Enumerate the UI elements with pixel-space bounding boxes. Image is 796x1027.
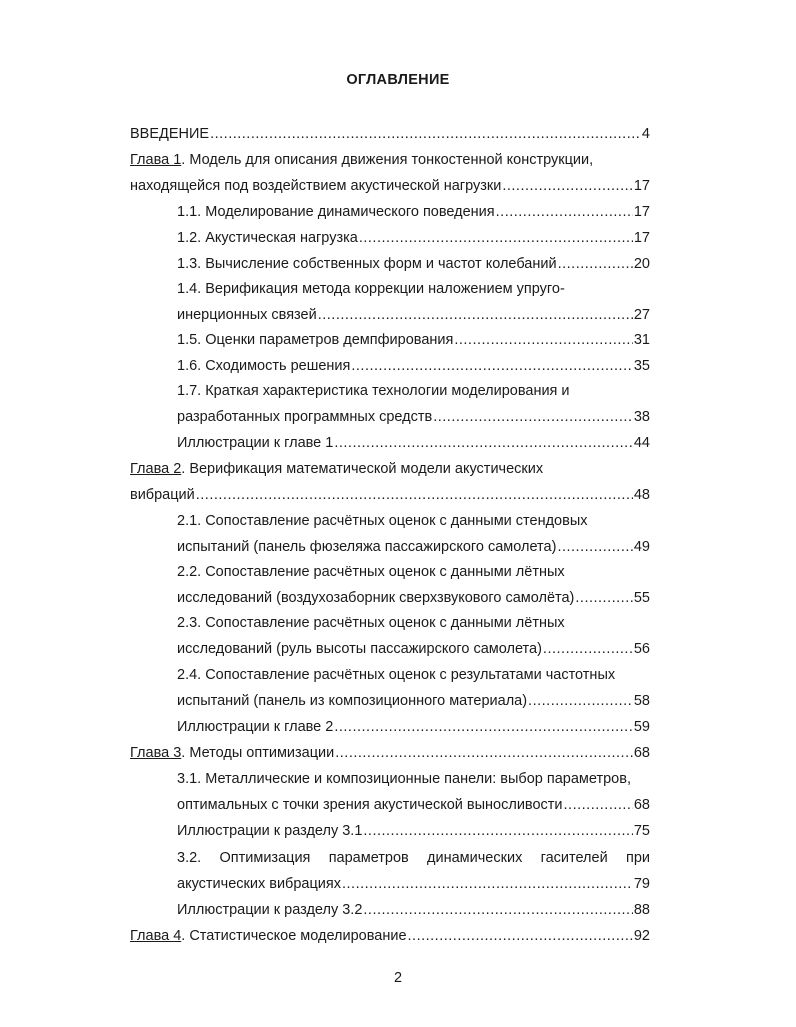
leader-dots — [210, 124, 641, 144]
leader-dots — [433, 407, 633, 427]
toc-page-number: 79 — [633, 876, 650, 892]
toc-page-number: 44 — [633, 435, 650, 451]
toc-entry-text: инерционных связей — [177, 307, 317, 323]
chapter-title: . Модель для описания движения тонкостенной конструкции, — [181, 152, 594, 168]
leader-dots — [334, 433, 633, 453]
leader-dots — [196, 485, 633, 505]
toc-chapter-4[interactable] — [130, 926, 650, 946]
toc-section-1-1[interactable] — [177, 202, 650, 222]
toc-page-number: 17 — [633, 178, 650, 194]
leader-dots — [557, 537, 632, 557]
leader-dots — [454, 330, 633, 350]
toc-page-number: 17 — [633, 204, 650, 220]
toc-section-2-1-line1[interactable] — [177, 511, 650, 531]
toc-entry-text: ВВЕДЕНИЕ — [130, 126, 210, 142]
chapter-title-cont: вибраций — [130, 487, 195, 503]
toc-entry-text: 3.1. Металлические и композиционные панели: выбор параметров, — [177, 771, 631, 787]
page-title: ОГЛАВЛЕНИЕ — [346, 72, 450, 88]
toc-page-number: 4 — [641, 126, 650, 142]
toc-entry-text: 1.4. Верификация метода коррекции наложением упруго- — [177, 281, 565, 297]
toc-entry-text: 1.6. Сходимость решения — [177, 358, 351, 374]
toc-section-2-4-line1[interactable] — [177, 665, 650, 685]
leader-dots — [318, 305, 633, 325]
toc-page-number: 55 — [633, 590, 650, 606]
toc-page-number: 20 — [633, 256, 650, 272]
toc-entry-text: Иллюстрации к главе 1 — [177, 435, 334, 451]
chapter-label: Глава 3 — [130, 745, 182, 761]
toc-page-number: 17 — [633, 230, 650, 246]
toc-entry-text: оптимальных с точки зрения акустической выносливости — [177, 797, 563, 813]
leader-dots — [335, 743, 633, 763]
chapter-label: Глава 1 — [130, 152, 182, 168]
toc-page-number: 68 — [633, 797, 650, 813]
leader-dots — [543, 639, 633, 659]
chapter-title: . Статистическое моделирование — [181, 928, 407, 944]
toc-page-number: 31 — [633, 332, 650, 348]
page-number: 2 — [393, 970, 403, 986]
toc-section-3-1-line2[interactable] — [177, 795, 650, 815]
toc-entry-text: исследований (руль высоты пассажирского самолета) — [177, 641, 542, 657]
toc-chapter-1-line1[interactable] — [130, 150, 650, 170]
leader-dots — [363, 821, 632, 841]
leader-dots — [558, 254, 633, 274]
toc-entry-text: 1.3. Вычисление собственных форм и частот колебаний — [177, 256, 557, 272]
toc-page-number: 38 — [633, 409, 650, 425]
toc-section-3-2-line2[interactable] — [177, 874, 650, 894]
toc-section-1-2[interactable] — [177, 228, 650, 248]
toc-page-number: 48 — [633, 487, 650, 503]
toc-page-number: 27 — [633, 307, 650, 323]
leader-dots — [334, 717, 633, 737]
toc-entry-text: испытаний (панель фюзеляжа пассажирского самолета) — [177, 539, 557, 555]
toc-section-3-2-line1[interactable]: 3.2. Оптимизация параметров динамических гасителей при — [177, 850, 650, 866]
toc-chapter-1-line2[interactable] — [130, 176, 650, 196]
leader-dots — [363, 900, 632, 920]
chapter-title: . Методы оптимизации — [181, 745, 335, 761]
toc-entry-text: акустических вибрациях — [177, 876, 341, 892]
toc-entry-text: разработанных программных средств — [177, 409, 433, 425]
leader-dots — [502, 176, 633, 196]
chapter-title-cont: находящейся под воздействием акустической нагрузки — [130, 178, 502, 194]
toc-page-number: 56 — [633, 641, 650, 657]
toc-illustrations-ch2[interactable] — [177, 717, 650, 737]
toc-section-1-4-line1[interactable] — [177, 279, 650, 299]
leader-dots — [528, 691, 633, 711]
toc-chapter-2-line2[interactable] — [130, 485, 650, 505]
chapter-label: Глава 4 — [130, 928, 182, 944]
toc-illustrations-3-1[interactable] — [177, 821, 650, 841]
toc-page-number: 58 — [633, 693, 650, 709]
toc-chapter-3[interactable] — [130, 743, 650, 763]
leader-dots — [496, 202, 633, 222]
chapter-title: . Верификация математической модели акустических — [181, 461, 544, 477]
toc-entry-text: 2.2. Сопоставление расчётных оценок с данными лётных — [177, 564, 565, 580]
toc-illustrations-ch1[interactable] — [177, 433, 650, 453]
toc-entry-text: 2.1. Сопоставление расчётных оценок с данными стендовых — [177, 513, 588, 529]
toc-section-1-7-line1[interactable] — [177, 381, 650, 401]
toc-entry-text: 2.4. Сопоставление расчётных оценок с результатами частотных — [177, 667, 616, 683]
toc-section-1-4-line2[interactable] — [177, 305, 650, 325]
toc-entry-text: 1.7. Краткая характеристика технологии моделирования и — [177, 383, 570, 399]
leader-dots — [564, 795, 633, 815]
toc-entry-text: Иллюстрации к разделу 3.1 — [177, 823, 363, 839]
toc-section-1-3[interactable] — [177, 254, 650, 274]
chapter-label: Глава 2 — [130, 461, 182, 477]
leader-dots — [342, 874, 633, 894]
toc-entry-text: 2.3. Сопоставление расчётных оценок с данными лётных — [177, 615, 565, 631]
leader-dots — [575, 588, 632, 608]
toc-section-2-2-line2[interactable] — [177, 588, 650, 608]
toc-section-1-5[interactable] — [177, 330, 650, 350]
toc-page-number: 59 — [633, 719, 650, 735]
toc-section-2-1-line2[interactable] — [177, 537, 650, 557]
leader-dots — [408, 926, 633, 946]
toc-page-number: 49 — [633, 539, 650, 555]
toc-entry-text: 1.2. Акустическая нагрузка — [177, 230, 358, 246]
toc-entry-text: Иллюстрации к разделу 3.2 — [177, 902, 363, 918]
toc-section-1-6[interactable] — [177, 356, 650, 376]
toc-entry-text: 1.1. Моделирование динамического поведения — [177, 204, 495, 220]
toc-entry-text: испытаний (панель из композиционного материала) — [177, 693, 528, 709]
toc-illustrations-3-2[interactable] — [177, 900, 650, 920]
toc-entry-text: 1.5. Оценки параметров демпфирования — [177, 332, 454, 348]
toc-section-2-3-line1[interactable] — [177, 613, 650, 633]
toc-entry-text: исследований (воздухозаборник сверхзвукового самолёта) — [177, 590, 575, 606]
toc-section-1-7-line2[interactable] — [177, 407, 650, 427]
toc-entry-intro[interactable] — [130, 124, 650, 144]
toc-page-number: 92 — [633, 928, 650, 944]
leader-dots — [359, 228, 633, 248]
toc-section-2-4-line2[interactable] — [177, 691, 650, 711]
toc-entry-text: Иллюстрации к главе 2 — [177, 719, 334, 735]
toc-page-number: 68 — [633, 745, 650, 761]
leader-dots — [351, 356, 632, 376]
toc-page-number: 88 — [633, 902, 650, 918]
toc-page-number: 35 — [633, 358, 650, 374]
toc-page-number: 75 — [633, 823, 650, 839]
toc-section-2-2-line1[interactable] — [177, 562, 650, 582]
toc-chapter-2-line1[interactable] — [130, 459, 650, 479]
toc-section-2-3-line2[interactable] — [177, 639, 650, 659]
toc-section-3-1-line1[interactable] — [177, 769, 650, 789]
